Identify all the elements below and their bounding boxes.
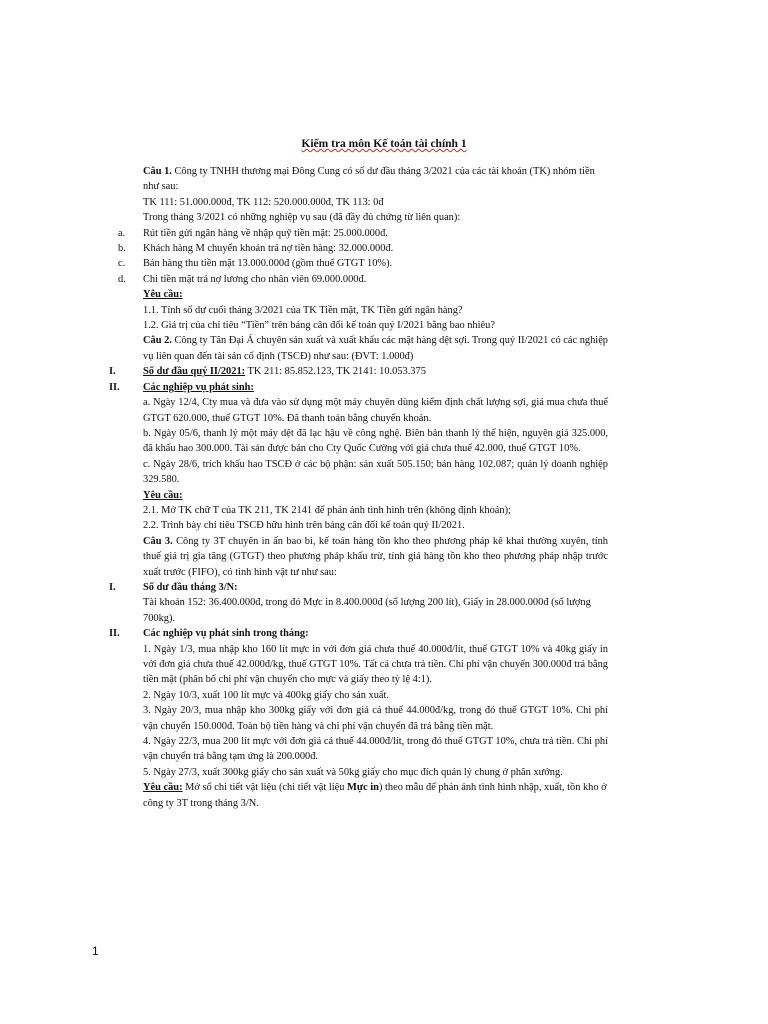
q1-requirement-item: 1.1. Tính số dư cuối tháng 3/2021 của TK Tiền mặt, TK Tiền gửi ngân hàng? <box>143 304 463 316</box>
q1-requirement-item: 1.2. Giá trị của chỉ tiêu “Tiền” trên bảng cân đối kế toán quý I/2021 bằng bao nhiêu? <box>143 320 495 332</box>
q3-item: 5. Ngày 27/3, xuất 300kg giấy cho sản xuất và 50kg giấy cho mục đích quản lý chung ở phân xưởng. <box>143 766 563 778</box>
q3-requirement-text: ) theo mẫu để phản ánh tình hình nhập, xuất, tồn kho ở công ty 3T trong tháng 3/N. <box>143 782 607 809</box>
q3-requirement <box>143 780 608 811</box>
q1-intro <box>143 164 608 195</box>
q1-intro-text: Công ty TNHH thương mại Đông Cung có số dư đầu tháng 3/2021 của các tài khoản (TK) nhóm tiền như sau: <box>143 166 595 193</box>
q3-transactions-heading <box>109 626 608 641</box>
document-body <box>109 164 609 811</box>
section-label: Các nghiệp vụ phát sinh trong tháng: <box>143 628 309 640</box>
section-label: Các nghiệp vụ phát sinh: <box>143 381 254 393</box>
q1-balances: TK 111: 51.000.000đ, TK 112: 520.000.000đ, TK 113: 0đ <box>143 196 384 208</box>
page-number: 1 <box>92 944 99 958</box>
item-text: Khách hàng M chuyển khoản trả nợ tiền hàng: 32.000.000đ. <box>143 243 394 255</box>
q2-item: b. Ngày 05/6, thanh lý một máy dệt đã lạc hậu về công nghệ. Biên bản thanh lý thể hiện, nguyên giá 325.000, đã khấu hao 300.000. Tài sản được bán cho Cty Quốc Cường với giá chưa thuế 42.000, thuế GTGT 10%. <box>143 427 608 455</box>
q2-opening-balance <box>109 364 608 379</box>
item-marker: a. <box>118 227 126 239</box>
q1-item <box>118 226 608 241</box>
q1-transactions-intro: Trong tháng 3/2021 có những nghiệp vụ sau (đã đầy đủ chứng từ liên quan): <box>143 212 461 224</box>
q3-item: 2. Ngày 10/3, xuất 100 lít mực và 400kg giấy cho sản xuất. <box>143 689 390 701</box>
q3-opening-heading <box>109 580 608 595</box>
q3-intro <box>143 534 608 580</box>
section-marker: II. <box>109 381 120 393</box>
item-marker: c. <box>118 258 126 270</box>
q3-label: Câu 3. <box>143 535 173 547</box>
q2-item: c. Ngày 28/6, trích khấu hao TSCĐ ở các bộ phận: sản xuất 505.150; bán hàng 102.087; quản lý doanh nghiệp 329.580. <box>143 458 608 486</box>
q1-item <box>118 241 608 256</box>
section-text: TK 211: 85.852.123, TK 2141: 10.053.375 <box>245 366 426 378</box>
item-text: Chi tiền mặt trả nợ lương cho nhân viên 69.000.000đ. <box>143 273 367 285</box>
q2-transactions-heading <box>109 380 608 395</box>
q2-item: a. Ngày 12/4, Cty mua và đưa vào sử dụng một máy chuyên dùng kiểm định chất lượng sợi, giá mua chưa thuế GTGT 620.000, thuế GTGT 10%. Đã thanh toán bằng chuyển khoản. <box>143 397 608 424</box>
q2-requirement-item: 2.1. Mở TK chữ T của TK 211, TK 2141 để phản ánh tình hình trên (không định khoản); <box>143 504 511 516</box>
item-text: Bán hàng thu tiền mặt 13.000.000đ (gồm thuế GTGT 10%). <box>143 258 393 270</box>
item-text: Rút tiền gửi ngân hàng về nhập quỹ tiền mặt: 25.000.000đ. <box>143 227 388 239</box>
q2-intro-text: Công ty Tân Đại Á chuyên sản xuất và xuất khẩu các mặt hàng dệt sợi. Trong quý II/2021 có các nghiệp vụ liên quan đến tài sản cố định (TSCĐ) như sau: (ĐVT: 1.000đ) <box>143 335 609 362</box>
q2-requirement-item: 2.2. Trình bày chỉ tiêu TSCĐ hữu hình trên bảng cân đối kế toán quý II/2021. <box>143 520 465 532</box>
item-marker: d. <box>118 273 126 285</box>
section-label: Số dư đầu tháng 3/N: <box>143 581 238 593</box>
section-label: Số dư đầu quý II/2021: <box>143 366 246 378</box>
item-marker: b. <box>118 243 126 255</box>
q3-requirement-text: Mở sổ chi tiết vật liệu (chi tiết vật liệu <box>182 782 348 794</box>
q3-intro-text: Công ty 3T chuyên in ấn bao bì, kế toán hàng tồn kho theo phương pháp kê khai thường xuyên, tính thuế giá trị gia tăng (GTGT) theo phương pháp khấu trừ, tính giá hàng tồn kho theo phương pháp nhập trước xuất trước (FIFO), có tình hình vật tư như sau: <box>143 535 608 578</box>
q1-requirement-label: Yêu cầu: <box>143 289 183 301</box>
q2-requirement-label: Yêu cầu: <box>143 489 183 501</box>
section-marker: II. <box>109 628 120 640</box>
q1-item <box>118 256 608 271</box>
q2-intro <box>143 333 608 364</box>
q3-opening-balance: Tài khoản 152: 36.400.000đ, trong đó Mực in 8.400.000đ (số lượng 200 lít), Giấy in 28.000.000đ (số lượng 700kg). <box>143 597 591 624</box>
q1-item <box>118 272 608 287</box>
section-marker: I. <box>109 581 116 593</box>
q1-label: Câu 1. <box>143 166 172 177</box>
q3-item: 4. Ngày 22/3, mua 200 lít mực với đơn giá cả thuế 44.000đ/lít, trong đó thuế GTGT 10%, chưa trả tiền. Chi phí vận chuyển trả bằng tạm ứng là 200.000đ. <box>143 736 608 763</box>
q3-requirement-bold: Mực in <box>347 782 379 794</box>
q3-requirement-label: Yêu cầu: <box>143 782 183 794</box>
section-marker: I. <box>109 366 116 378</box>
exam-title <box>0 138 768 150</box>
q3-item: 3. Ngày 20/3, mua nhập kho 300kg giấy với đơn giá cả thuế 44.000đ/kg, trong đó thuế GTGT 10%. Chi phí vận chuyển 150.000đ. Toàn bộ tiền hàng và chi phí vận chuyển đã trả bằng tiền mặt. <box>143 705 608 732</box>
title-text: Kiểm tra môn Kế toán tài chính 1 <box>301 138 467 150</box>
q2-label: Câu 2. <box>143 335 172 347</box>
q3-item: 1. Ngày 1/3, mua nhập kho 160 lít mực in với đơn giá chưa thuế 40.000đ/lít, thuế GTGT 10% và 40kg giấy in với đơn giá chưa thuế 42.000đ/kg, thuế GTGT 10%. Tất cả chưa trả tiền. Chi phí vận chuyển 300.000đ trả bằng tiền mặt (phân bổ chi phí vận chuyển cho mực và giấy theo tỷ lệ 4:1). <box>143 643 608 686</box>
